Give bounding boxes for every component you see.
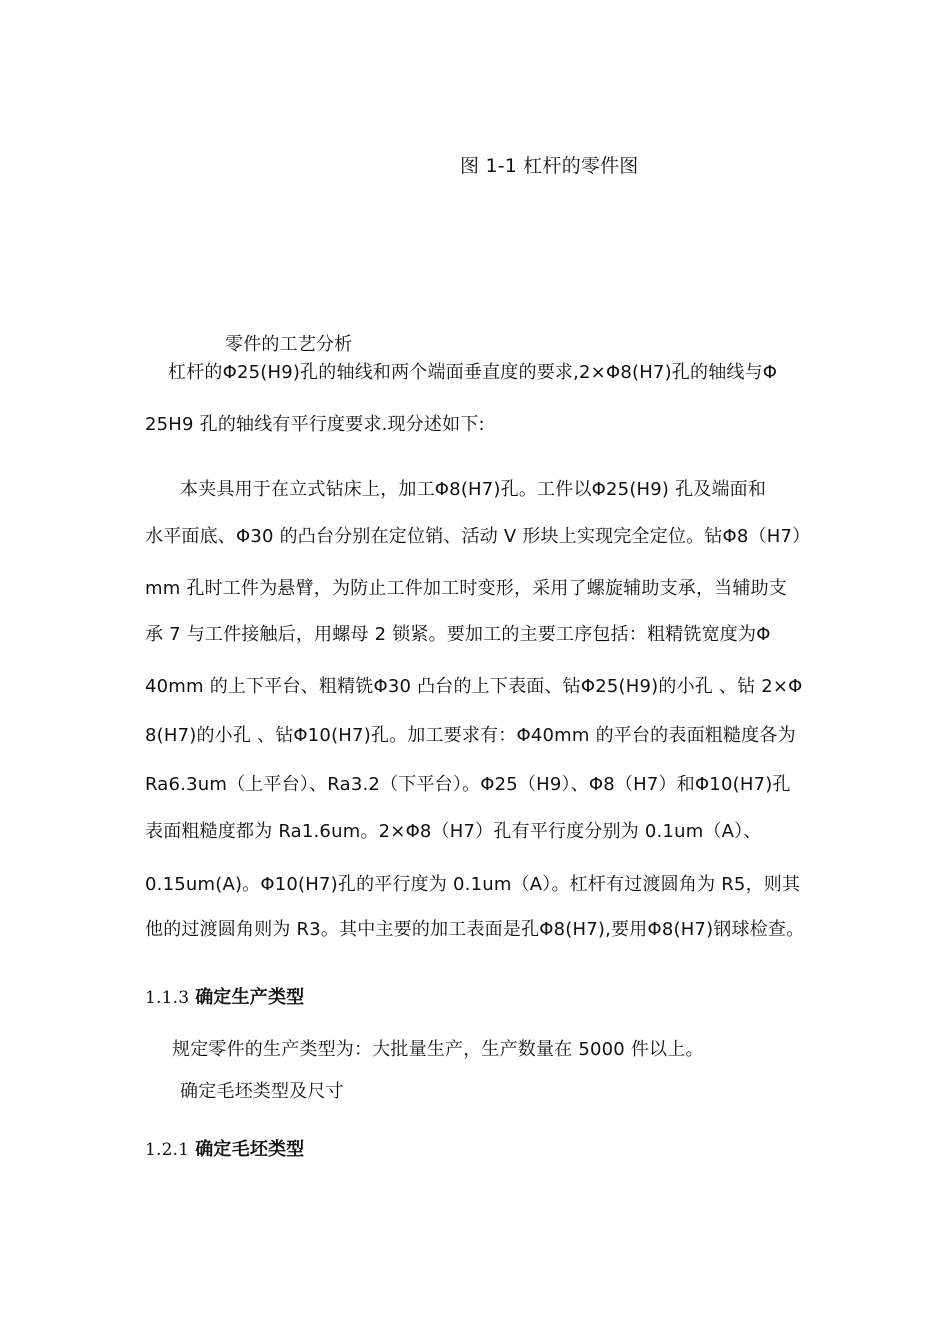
fixture-line-8: 表面粗糙度都为 Ra1.6um。2×Φ8（H7）孔有平行度分别为 0.1um（A）、 <box>145 821 762 842</box>
section-heading-1-1-3 <box>145 986 304 1010</box>
fixture-line-5: 40mm 的上下平台、粗精铣Φ30 凸台的上下表面、钻Φ25(H9)的小孔 、钻 2×Φ <box>145 676 803 697</box>
section-number: 1.1.3 <box>145 988 190 1008</box>
fixture-line-2: 水平面底、Φ30 的凸台分别在定位销、活动 V 形块上实现完全定位。钻Φ8（H7） <box>145 526 811 547</box>
section-title: 确定生产类型 <box>195 987 305 1008</box>
section-heading-1-2-1 <box>145 1138 304 1162</box>
section-title: 确定毛坯类型 <box>195 1139 305 1160</box>
fixture-line-3: mm 孔时工件为悬臂，为防止工件加工时变形，采用了螺旋辅助支承，当辅助支 <box>145 578 787 599</box>
fixture-line-4: 承 7 与工件接触后，用螺母 2 锁紧。要加工的主要工序包括：粗精铣宽度为Φ <box>145 624 771 645</box>
production-type-text: 规定零件的生产类型为：大批量生产，生产数量在 5000 件以上。 <box>172 1039 704 1060</box>
fixture-line-7: Ra6.3um（上平台）、Ra3.2（下平台）。Φ25（H9）、Φ8（H7）和Φ10(H7)孔 <box>145 774 791 795</box>
blank-type-title: 确定毛坯类型及尺寸 <box>180 1081 344 1102</box>
part-analysis-line-2: 25H9 孔的轴线有平行度要求.现分述如下: <box>145 414 485 435</box>
part-analysis-line-1: 杠杆的Φ25(H9)孔的轴线和两个端面垂直度的要求,2×Φ8(H7)孔的轴线与Φ <box>168 362 778 383</box>
fixture-line-9: 0.15um(A)。Φ10(H7)孔的平行度为 0.1um（A）。杠杆有过渡圆角为 R5，则其 <box>145 874 801 895</box>
part-analysis-title: 零件的工艺分析 <box>225 334 353 355</box>
figure-caption: 图 1-1 杠杆的零件图 <box>460 155 639 177</box>
fixture-line-6: 8(H7)的小孔 、钻Φ10(H7)孔。加工要求有：Φ40mm 的平台的表面粗糙度各为 <box>145 725 796 746</box>
fixture-line-1: 本夹具用于在立式钻床上，加工Φ8(H7)孔。工件以Φ25(H9) 孔及端面和 <box>180 479 767 500</box>
fixture-line-10: 他的过渡圆角则为 R3。其中主要的加工表面是孔Φ8(H7),要用Φ8(H7)钢球检查。 <box>145 919 805 940</box>
section-number: 1.2.1 <box>145 1140 190 1160</box>
